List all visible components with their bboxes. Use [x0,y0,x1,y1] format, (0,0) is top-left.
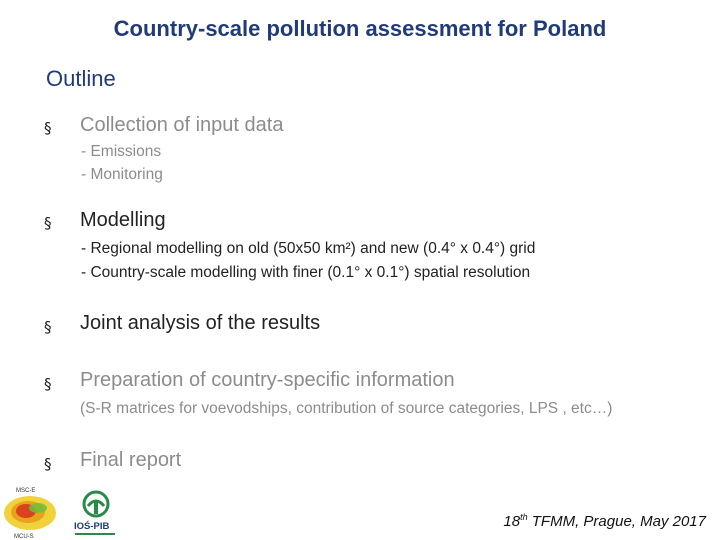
msc-e-logo [2,486,62,540]
ios-pib-logo [70,488,122,540]
outline-item-final-report: Final report [80,449,182,471]
sub-item-emissions: - Emissions [81,143,162,160]
svg-text:IOŚ-PIB: IOŚ-PIB [74,521,110,532]
sub-item-regional-modelling: - Regional modelling on old (50x50 km²) and new (0.4° x 0.4°) grid [81,240,536,257]
outline-item-preparation: Preparation of country-specific information [80,369,455,391]
bullet-icon: § [44,214,52,232]
bullet-icon: § [44,375,52,393]
section-heading: Outline [46,66,116,91]
bullet-icon: § [44,455,52,473]
sub-item-country-modelling: - Country-scale modelling with finer (0.1° x 0.1°) spatial resolution [81,264,531,281]
outline-item-modelling: Modelling [80,209,166,231]
svg-text:MCU-S: MCU-S [14,534,34,540]
outline-item-collection: Collection of input data [80,114,284,136]
bullet-icon: § [44,119,52,137]
outline-item-joint-analysis: Joint analysis of the results [80,312,321,334]
bullet-icon: § [44,318,52,336]
slide-title: Country-scale pollution assessment for Poland [113,16,607,41]
svg-text:MSC-E: MSC-E [16,488,36,494]
preparation-note: (S-R matrices for voevodships, contribution of source categories, LPS , etc…) [80,400,613,417]
footer-conference: 18th TFMM, Prague, May 2017 [503,512,706,530]
sub-item-monitoring: - Monitoring [81,166,163,183]
